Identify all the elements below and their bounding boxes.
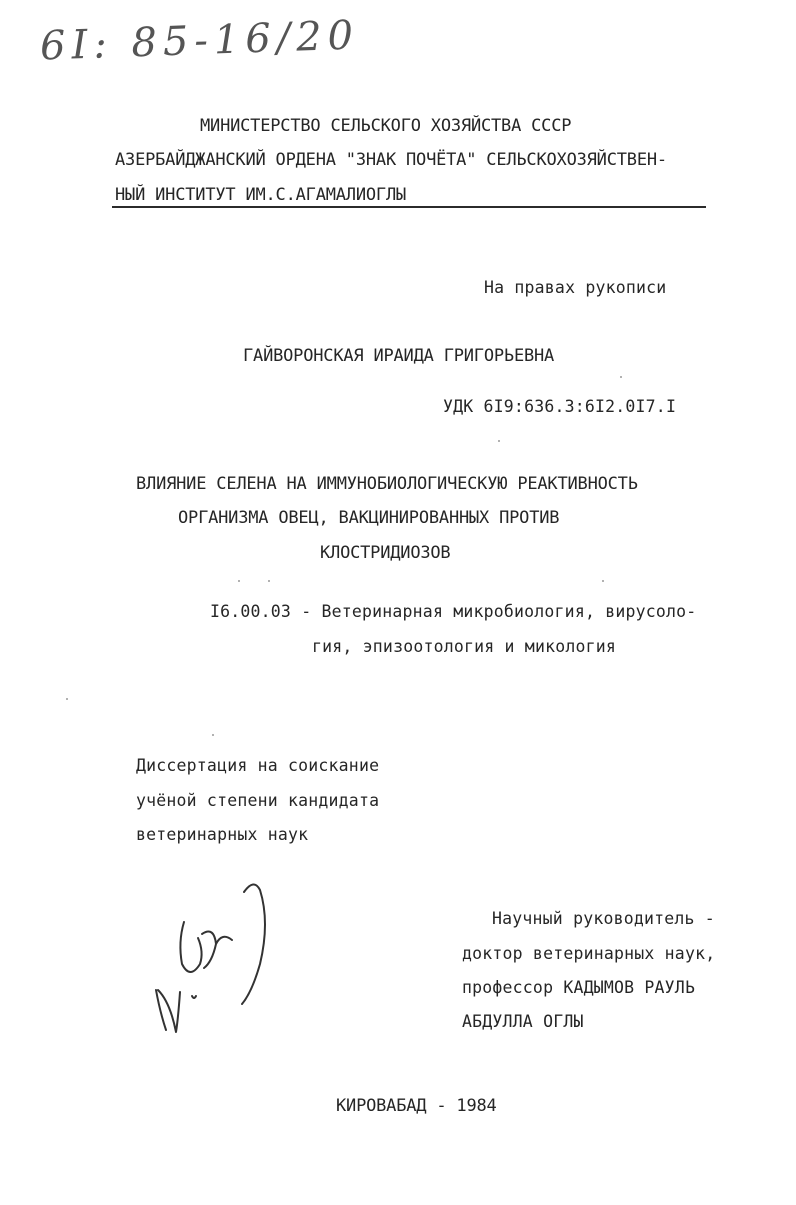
specialty-line-1: I6.00.03 - Ветеринарная микробиология, вирусоло- — [210, 602, 697, 621]
supervisor-line-2: доктор ветеринарных наук, — [462, 944, 716, 963]
supervisor-line-4: АБДУЛЛА ОГЛЫ — [462, 1012, 584, 1031]
scan-speck — [620, 376, 622, 378]
archive-mark: 6I: 85-16/20 — [39, 12, 360, 70]
scan-speck — [498, 440, 500, 442]
header-underline — [112, 206, 706, 208]
place-year: КИРОВАБАД - 1984 — [336, 1096, 497, 1116]
scan-speck — [212, 734, 214, 736]
dissertation-line-3: ветеринарных наук — [136, 825, 309, 844]
supervisor-line-3: профессор КАДЫМОВ РАУЛЬ — [462, 978, 696, 997]
udc-code: УДК 6I9:636.3:6I2.0I7.I — [443, 397, 677, 416]
manuscript-rights: На правах рукописи — [484, 278, 667, 297]
supervisor-line-1: Научный руководитель - — [492, 909, 715, 928]
ministry-line: МИНИСТЕРСТВО СЕЛЬСКОГО ХОЗЯЙСТВА СССР — [200, 116, 572, 136]
scan-speck — [66, 698, 68, 700]
dissertation-line-1: Диссертация на соискание — [136, 756, 380, 775]
title-line-1: ВЛИЯНИЕ СЕЛЕНА НА ИММУНОБИОЛОГИЧЕСКУЮ РЕАКТИВНОСТЬ — [136, 474, 638, 494]
scan-speck — [238, 580, 240, 582]
scan-speck — [602, 580, 604, 582]
dissertation-line-2: учёной степени кандидата — [136, 791, 380, 810]
author-name: ГАЙВОРОНСКАЯ ИРАИДА ГРИГОРЬЕВНА — [243, 346, 555, 366]
title-line-3: КЛОСТРИДИОЗОВ — [320, 543, 451, 563]
title-line-2: ОРГАНИЗМА ОВЕЦ, ВАКЦИНИРОВАННЫХ ПРОТИВ — [178, 508, 560, 528]
institute-line-1: АЗЕРБАЙДЖАНСКИЙ ОРДЕНА "ЗНАК ПОЧЁТА" СЕЛЬСКОХОЗЯЙСТВЕН- — [115, 150, 667, 170]
institute-line-2: НЫЙ ИНСТИТУТ ИМ.С.АГАМАЛИОГЛЫ — [115, 185, 407, 205]
scan-speck — [268, 580, 270, 582]
signature-scribble — [148, 872, 288, 1042]
specialty-line-2: гия, эпизоотология и микология — [312, 637, 617, 656]
